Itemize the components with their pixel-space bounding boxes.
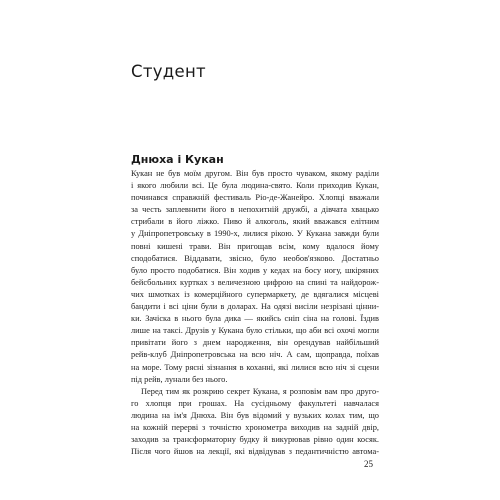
text-line: го хлопця при грошах. На сусідньому факультеті навчалася [131,398,379,408]
text-line: і якого любили всі. Це була людина-свято. Коли приходив Кукан, [131,181,379,191]
text-line: повні кишені трави. Він пригощав всім, кому вдалося йому [131,241,379,251]
body-text [131,168,379,458]
text-line: чих шмотках із комерційного супермаркету, де вдягалися місцеві [131,289,379,299]
text-line: людина на ім'я Днюха. Він був відомий у вузьких колах тим, що [131,410,379,420]
text-line: бейсбольних куртках з величезною цифрою на спині та найдорож- [131,277,379,287]
text-line: під рейв, лунали без нього. [131,374,228,384]
paragraph-2 [131,386,379,459]
section-title: Днюха і Кукан [131,153,224,166]
text-line: на кожній перерві з точністю хронометра виходив на задній двір, [131,422,379,432]
text-line: рейв-клуб Дніпропетровська на всю ніч. А сам, щоправда, поїхав [131,350,379,360]
chapter-title: Студент [131,62,206,81]
text-line: стрибали в його ліжко. Пиво й алкоголь, який вважався елітним [131,217,379,227]
text-line: сподобатися. Віддавати, звісно, було необов'язково. Достатньо [131,253,379,263]
text-line: лише на таксі. Друзів у Кукана було стільки, що аби всі охочі могли [131,326,379,336]
text-line: ки. Зачіска в нього була дика — якийсь сніп сіна на голові. Їздив [131,314,379,324]
text-line: привітати його з днем народження, він орендував найбільший [131,338,379,348]
text-line: Кукан не був моїм другом. Він був просто чуваком, якому раділи [131,169,379,178]
text-line: Перед тим як розкрию секрет Кукана, я розповім вам про друго- [141,386,379,396]
text-line: заходив за трансформаторну будку й викурював рівно один косяк. [131,435,379,445]
text-line: було просто подобатися. Він ходив у кедах на босу ногу, шкіряних [131,265,379,275]
text-line: у Дніпропетровську в 1990-х, лилися рікою. У Кукана завжди були [131,229,379,239]
text-line: бандити і всі ціни були в доларах. На одязі висіли незрізані цінни- [131,302,379,312]
paragraph-1 [131,168,379,386]
text-line: починався справжній фестиваль Ріо-де-Жанейро. Хлопці вважали [131,193,379,203]
page-number: 25 [364,459,373,469]
text-line: на море. Тому рясні зізнання в коханні, які лилися всю ніч зі сцени [131,362,379,372]
text-line: Після чого йшов на лекції, які відвідував з педантичністю автома- [131,447,379,457]
text-line: за честь заплевнити його в непохитній дружбі, а дівчата хвацько [131,205,379,215]
